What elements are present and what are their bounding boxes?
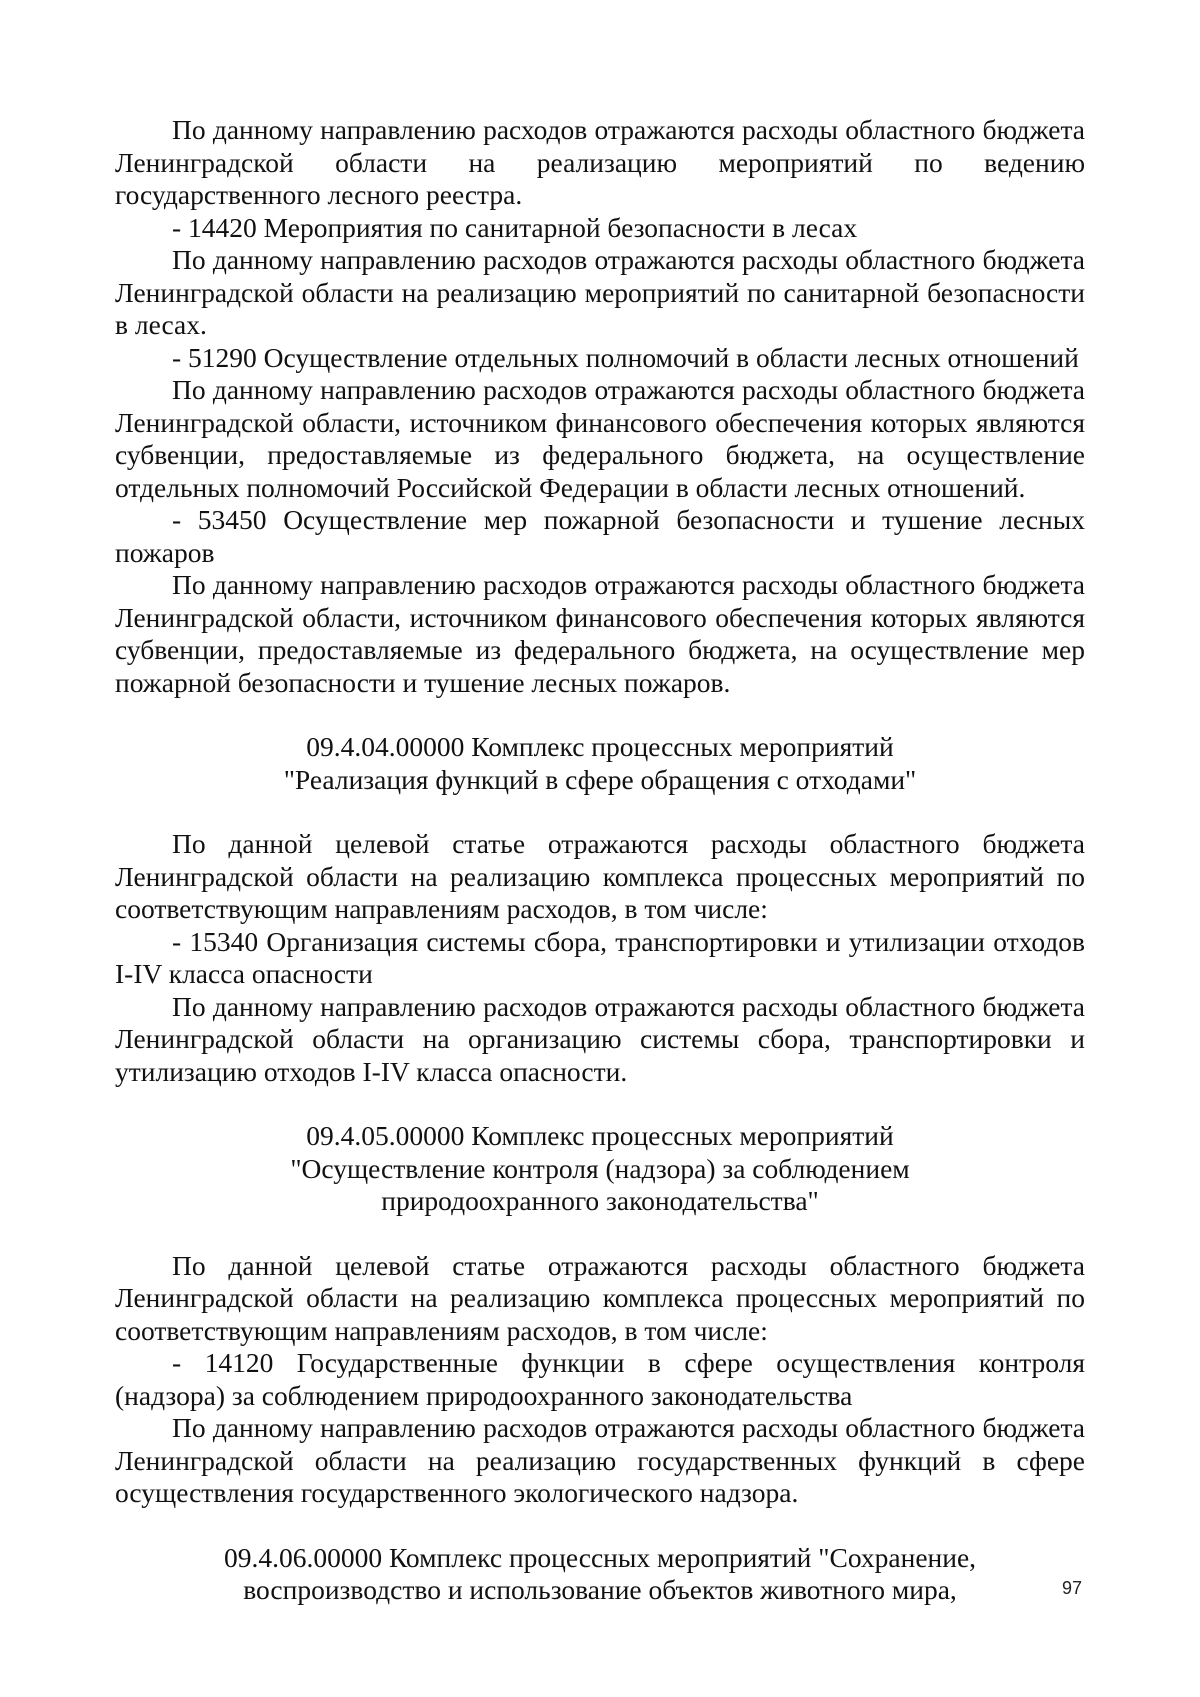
section-heading-line: "Реализация функций в сфере обращения с отходами"	[283, 763, 917, 795]
paragraph: По данной целевой статье отражаются расходы областного бюджета Ленинградской области на реализацию комплекса процессных мероприятий по соответствующим направлениям расходов, в том числе:	[115, 1249, 1085, 1346]
page-number: 97	[1061, 1578, 1082, 1598]
expense-direction-item: - 14420 Мероприятия по санитарной безопасности в лесах	[172, 211, 858, 243]
section-heading-line: 09.4.06.00000 Комплекс процессных мероприятий "Сохранение,	[223, 1541, 977, 1573]
expense-direction-item: - 53450 Осуществление мер пожарной безопасности и тушение лесных пожаров	[115, 504, 1085, 568]
expense-direction-item: - 51290 Осуществление отдельных полномочий в области лесных отношений	[172, 341, 1079, 373]
page-content	[115, 114, 1085, 1607]
section-heading-line: 09.4.05.00000 Комплекс процессных мероприятий	[306, 1120, 894, 1151]
section-heading-line: 09.4.04.00000 Комплекс процессных мероприятий	[306, 731, 894, 762]
section-heading-line: воспроизводство и использование объектов животного мира,	[243, 1574, 957, 1605]
paragraph: По данному направлению расходов отражаются расходы областного бюджета Ленинградской области на реализацию государственных функций в сфере осуществления государственного экологического надзора.	[115, 1412, 1085, 1508]
section-heading-line: "Осуществление контроля (надзора) за соблюдением	[290, 1152, 910, 1184]
paragraph: По данному направлению расходов отражаются расходы областного бюджета Ленинградской области, источником финансового обеспечения которых являются субвенции, предоставляемые из федерального бюджета, на осуществление отдельных полномочий Российской Федерации в области лесных отношений.	[115, 374, 1085, 503]
section-heading	[115, 731, 1085, 796]
expense-direction-item: - 15340 Организация системы сбора, транспортировки и утилизации отходов I-IV класса опасности	[115, 925, 1085, 989]
section-heading	[115, 1542, 1085, 1607]
paragraph: По данной целевой статье отражаются расходы областного бюджета Ленинградской области на реализацию комплекса процессных мероприятий по соответствующим направлениям расходов, в том числе:	[115, 828, 1085, 924]
section-heading	[115, 1120, 1085, 1218]
paragraph: По данному направлению расходов отражаются расходы областного бюджета Ленинградской области на реализацию мероприятий по санитарной безопасности в лесах.	[115, 244, 1085, 340]
paragraph: По данному направлению расходов отражаются расходы областного бюджета Ленинградской области, источником финансового обеспечения которых являются субвенции, предоставляемые из федерального бюджета, на осуществление мер пожарной безопасности и тушение лесных пожаров.	[115, 569, 1085, 698]
expense-direction-item: - 14120 Государственные функции в сфере осуществления контроля (надзора) за соблюдением природоохранного законодательства	[115, 1347, 1085, 1411]
paragraph: По данному направлению расходов отражаются расходы областного бюджета Ленинградской области на реализацию мероприятий по ведению государственного лесного реестра.	[115, 114, 1085, 210]
section-heading-line: природоохранного законодательства"	[381, 1185, 819, 1216]
paragraph: По данному направлению расходов отражаются расходы областного бюджета Ленинградской области на организацию системы сбора, транспортировки и утилизацию отходов I-IV класса опасности.	[115, 990, 1085, 1087]
